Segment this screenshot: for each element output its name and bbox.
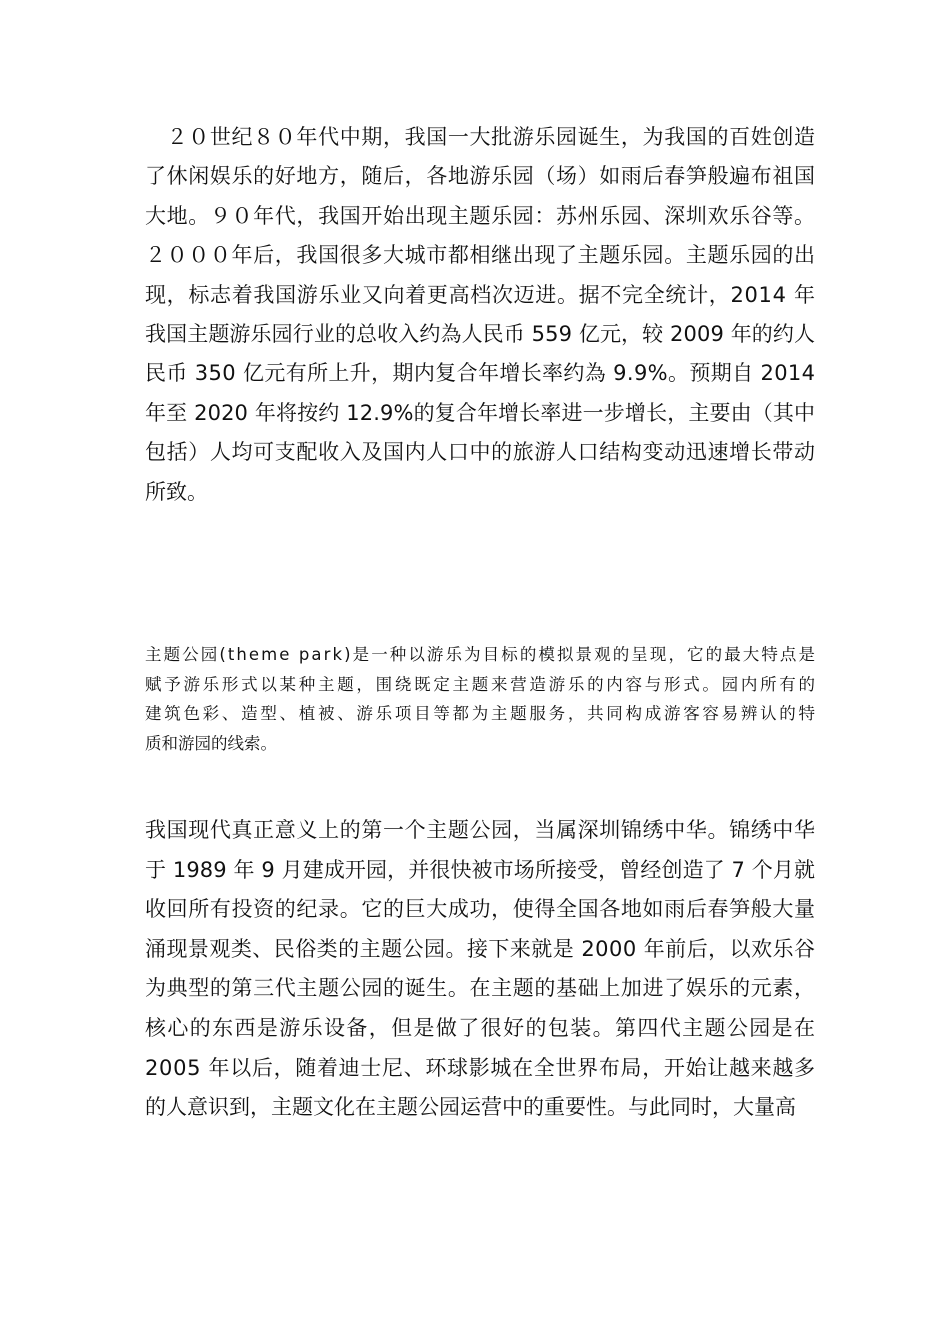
text-line: 我国主题游乐园行业的总收入约為人民币 559 亿元，较 2009 年的约人 [145, 321, 816, 346]
text-line: 民币 350 亿元有所上升，期内复合年增长率约為 9.9%。预期自 2014 [145, 361, 816, 386]
text-line: 大地。９０年代，我国开始出现主题乐园：苏州乐园、深圳欢乐谷等。 [145, 203, 816, 228]
text-line: 赋予游乐形式以某种主题，围绕既定主题来营造游乐的内容与形式。园内所有的 [145, 674, 818, 694]
text-line: 涌现景观类、民俗类的主题公园。接下来就是 2000 年前后，以欢乐谷 [145, 936, 816, 961]
text-line: 质和游园的线索。 [145, 733, 277, 753]
paragraph-history [145, 118, 815, 512]
text-line: 年至 2020 年将按约 12.9%的复合年增长率进一步增长，主要由（其中 [145, 400, 816, 425]
text-line: 核心的东西是游乐设备，但是做了很好的包装。第四代主题公园是在 [145, 1015, 817, 1040]
text-line: 我国现代真正意义上的第一个主题公园，当属深圳锦绣中华。锦绣中华 [145, 818, 816, 842]
text-line: 现，标志着我国游乐业又向着更高档次迈进。据不完全统计，2014 年 [145, 282, 816, 307]
text-line: 包括）人均可支配收入及国内人口中的旅游人口结构变动迅速增长带动 [145, 440, 816, 465]
text-line: 收回所有投资的纪录。它的巨大成功，使得全国各地如雨后春笋般大量 [145, 897, 816, 922]
text-line: 了休闲娱乐的好地方，随后，各地游乐园（场）如雨后春笋般遍布祖国 [145, 164, 816, 189]
text-line: ２０世纪８０年代中期，我国一大批游乐园诞生，为我国的百姓创造 [145, 125, 816, 149]
paragraph-definition [145, 640, 818, 758]
text-line: 于 1989 年 9 月建成开园，并很快被市场所接受，曾经创造了 7 个月就 [145, 857, 816, 882]
text-line: 2005 年以后，随着迪士尼、环球影城在全世界布局，开始让越来越多 [145, 1055, 816, 1080]
text-line: 的人意识到，主题文化在主题公园运营中的重要性。与此同时，大量高 [145, 1095, 796, 1120]
text-line: 建筑色彩、造型、植被、游乐项目等都为主题服务，共同构成游客容易辨认的特 [145, 704, 818, 723]
text-line: ２０００年后，我国很多大城市都相继出现了主题乐园。主题乐园的出 [145, 243, 816, 268]
text-line: 主题公园(theme park)是一种以游乐为目标的模拟景观的呈现，它的最大特点是 [145, 645, 818, 664]
paragraph-generations [145, 811, 815, 1128]
text-line: 所致。 [145, 479, 208, 504]
text-line: 为典型的第三代主题公园的诞生。在主题的基础上加进了娱乐的元素， [145, 976, 816, 1001]
